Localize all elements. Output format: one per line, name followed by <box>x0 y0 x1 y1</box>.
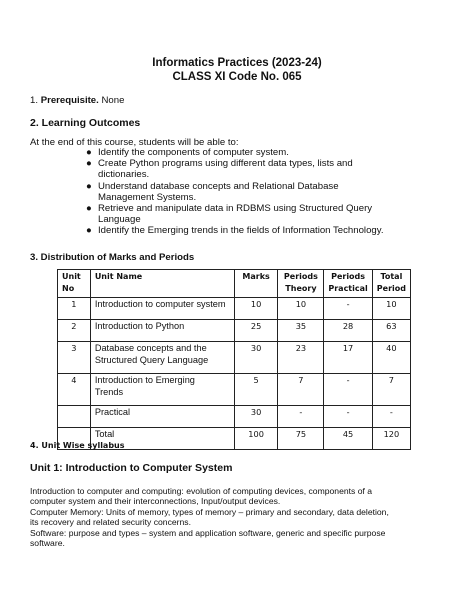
cell-unit-name: Database concepts and the Structured Query Language <box>90 342 234 374</box>
cell-unit-no <box>58 406 91 428</box>
cell-unit-name: Total <box>90 428 234 450</box>
cell-practical: 45 <box>324 428 372 450</box>
marks-distribution-table <box>57 269 411 450</box>
learning-outcomes-heading: 2. Learning Outcomes <box>30 117 141 129</box>
col-header-periods-theory: Periods Theory <box>278 270 324 298</box>
cell-theory: 7 <box>278 374 324 406</box>
col-header-marks: Marks <box>234 270 278 298</box>
cell-unit-no: 4 <box>58 374 91 406</box>
col-header-unit-name: Unit Name <box>90 270 234 298</box>
cell-practical: - <box>324 406 372 428</box>
cell-practical: 17 <box>324 342 372 374</box>
prerequisite-line <box>30 95 124 107</box>
cell-unit-name: Introduction to computer system <box>90 298 234 320</box>
bullet-icon: ● <box>86 203 92 215</box>
cell-practical: 28 <box>324 320 372 342</box>
list-item-text: Create Python programs using different data types, lists and dictionaries. <box>98 158 353 181</box>
list-item <box>86 158 386 180</box>
table-row <box>58 320 411 342</box>
unit1-heading: Unit 1: Introduction to Computer System <box>30 462 233 474</box>
cell-total: 7 <box>372 374 410 406</box>
cell-marks: 10 <box>234 298 278 320</box>
list-item-text: Identify the components of computer system. <box>98 147 289 158</box>
cell-unit-name: Introduction to Emerging Trends <box>90 374 234 406</box>
bullet-icon: ● <box>86 225 92 237</box>
learning-outcomes-intro: At the end of this course, students will be able to: <box>30 137 239 148</box>
cell-total: 120 <box>372 428 410 450</box>
prerequisite-label: Prerequisite. <box>40 95 99 106</box>
list-item-text: Identify the Emerging trends in the fields of Information Technology. <box>98 225 384 237</box>
cell-practical: - <box>324 298 372 320</box>
table-header-row <box>58 270 411 298</box>
prerequisite-number: 1. <box>30 95 39 106</box>
cell-unit-no: 2 <box>58 320 91 342</box>
bullet-icon: ● <box>86 180 92 192</box>
cell-unit-no: 3 <box>58 342 91 374</box>
cell-marks: 5 <box>234 374 278 406</box>
distribution-heading: 3. Distribution of Marks and Periods <box>30 252 195 263</box>
list-item <box>86 225 386 236</box>
col-header-unit-no: Unit No <box>58 270 91 298</box>
cell-total: 63 <box>372 320 410 342</box>
table-row <box>58 298 411 320</box>
cell-marks: 25 <box>234 320 278 342</box>
document-title: Informatics Practices (2023-24) <box>152 57 322 69</box>
document-subtitle: CLASS XI Code No. 065 <box>172 71 302 83</box>
cell-total: 40 <box>372 342 410 374</box>
unit-syllabus-heading: 4. Unit Wise syllabus <box>30 441 125 450</box>
cell-unit-name: Practical <box>90 406 234 428</box>
prerequisite-value: None <box>101 95 125 106</box>
cell-practical: - <box>324 374 372 406</box>
cell-unit-no: 1 <box>58 298 91 320</box>
col-header-total-period: Total Period <box>372 270 410 298</box>
cell-theory: 10 <box>278 298 324 320</box>
cell-total: - <box>372 406 410 428</box>
table-row <box>58 406 411 428</box>
cell-unit-name: Introduction to Python <box>90 320 234 342</box>
learning-outcomes-list <box>86 147 386 237</box>
cell-theory: - <box>278 406 324 428</box>
bullet-icon: ● <box>86 158 92 170</box>
list-item <box>86 203 386 225</box>
table-row <box>58 374 411 406</box>
unit1-paragraph-computing: Introduction to computer and computing: evolution of computing devices, components of a computer system and their interconnections, Input/output devices. <box>30 486 373 507</box>
bullet-icon: ● <box>86 147 92 158</box>
cell-theory: 23 <box>278 342 324 374</box>
cell-theory: 75 <box>278 428 324 450</box>
cell-marks: 30 <box>234 406 278 428</box>
cell-marks: 100 <box>234 428 278 450</box>
list-item-text: Retrieve and manipulate data in RDBMS using Structured Query Language <box>98 203 373 226</box>
list-item <box>86 181 386 203</box>
list-item-text: Understand database concepts and Relational Database Management Systems. <box>98 180 339 203</box>
table-row <box>58 342 411 374</box>
cell-theory: 35 <box>278 320 324 342</box>
list-item <box>86 147 386 158</box>
unit1-paragraph-memory: Computer Memory: Units of memory, types of memory – primary and secondary, data deletion, its recovery and related security concerns. <box>30 507 389 528</box>
unit1-paragraph-software: Software: purpose and types – system and application software, generic and specific purpose software. <box>30 528 386 549</box>
col-header-periods-practical: Periods Practical <box>324 270 372 298</box>
cell-total: 10 <box>372 298 410 320</box>
cell-marks: 30 <box>234 342 278 374</box>
